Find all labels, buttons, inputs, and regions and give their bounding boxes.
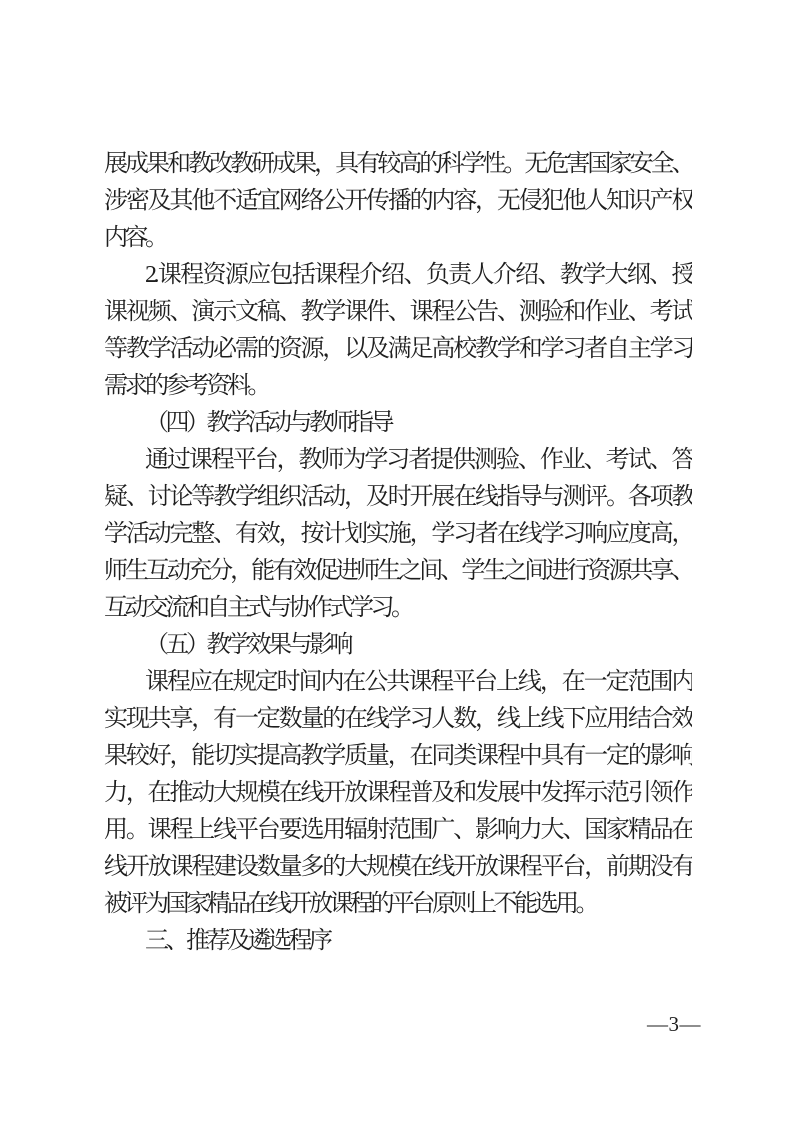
paragraph (104, 664, 692, 923)
text-line: 展成果和教改教研成果，具有较高的科学性。无危害国家安全、 (104, 151, 692, 177)
text-line: 学活动完整、有效，按计划实施，学习者在线学习响应度高， (104, 521, 692, 547)
text-line: 用。课程上线平台要选用辐射范围广、影响力大、国家精品在 (104, 817, 692, 843)
text-line: 线开放课程建设数量多的大规模在线开放课程平台，前期没有 (104, 854, 692, 880)
text-line: 互动交流和自主式与协作式学习。 (104, 595, 412, 621)
text-line: 通过课程平台，教师为学习者提供测验、作业、考试、答 (145, 447, 692, 473)
paragraph (104, 146, 692, 257)
text-line: 2.课程资源应包括课程介绍、负责人介绍、教学大纲、授 (145, 262, 692, 288)
text-line: 课程应在规定时间内在公共课程平台上线，在一定范围内 (145, 669, 692, 695)
text-line: 实现共享，有一定数量的在线学习人数，线上线下应用结合效 (104, 706, 692, 732)
text-line: 被评为国家精品在线开放课程的平台原则上不能选用。 (104, 891, 596, 917)
paragraph (104, 257, 692, 405)
paragraph (104, 442, 692, 627)
text-line: 果较好，能切实提高教学质量，在同类课程中具有一定的影响 (104, 743, 692, 769)
text-line: 师生互动充分，能有效促进师生之间、学生之间进行资源共享、 (104, 558, 692, 584)
text-line: 三、推荐及遴选程序 (145, 928, 330, 954)
text-line: （五）教学效果与影响 (145, 632, 350, 658)
section-heading (104, 405, 692, 442)
text-line: 力，在推动大规模在线开放课程普及和发展中发挥示范引领作 (104, 780, 692, 806)
section-heading (104, 923, 692, 960)
text-line: 内容。 (104, 225, 166, 251)
text-line: 需求的参考资料。 (104, 373, 268, 399)
document-body (104, 146, 692, 960)
section-heading (104, 627, 692, 664)
text-line: 疑、讨论等教学组织活动，及时开展在线指导与测评。各项教 (104, 484, 692, 510)
page-number: —3— (647, 1012, 701, 1036)
text-line: 课视频、演示文稿、教学课件、课程公告、测验和作业、考试 (104, 299, 692, 325)
text-line: 等教学活动必需的资源，以及满足高校教学和学习者自主学习 (104, 336, 692, 362)
text-line: （四）教学活动与教师指导 (145, 410, 391, 436)
text-line: 涉密及其他不适宜网络公开传播的内容，无侵犯他人知识产权 (104, 188, 692, 214)
